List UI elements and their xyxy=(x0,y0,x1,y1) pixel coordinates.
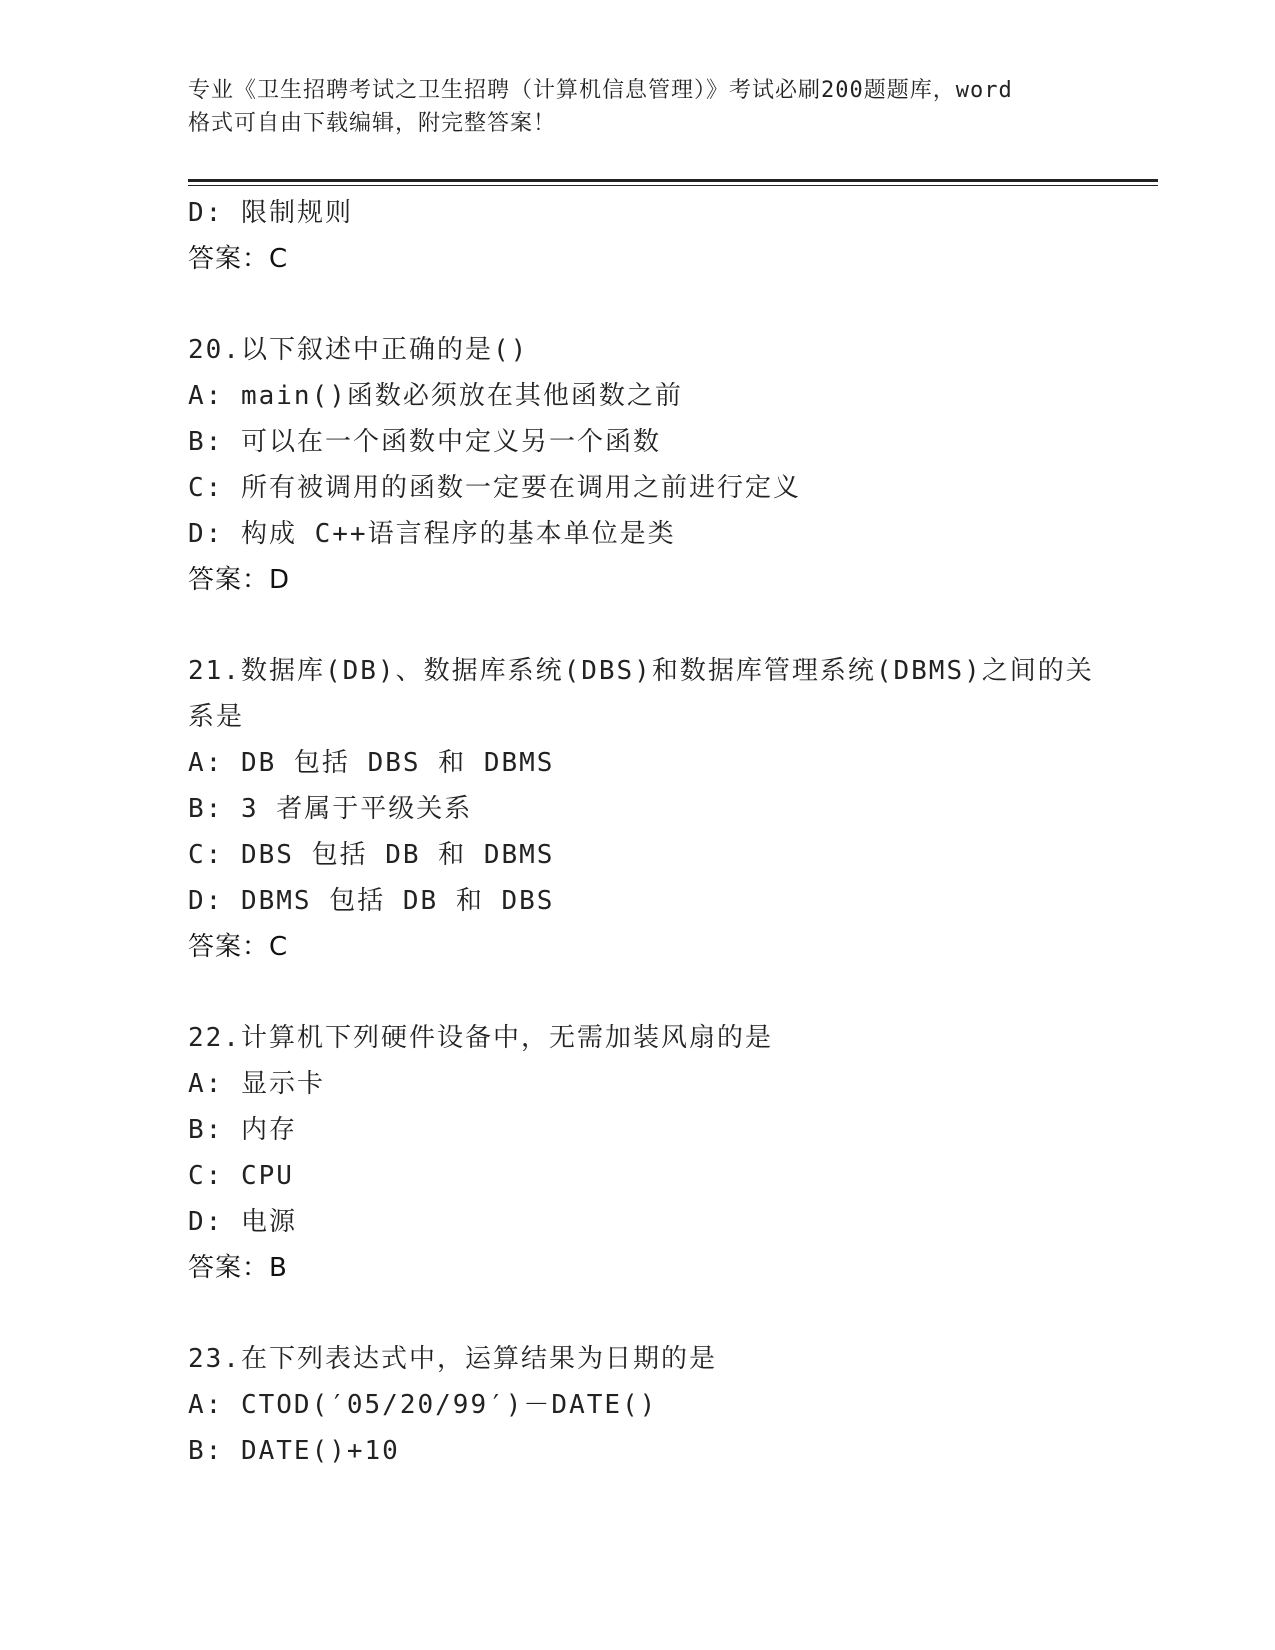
option-c: C: 所有被调用的函数一定要在调用之前进行定义 xyxy=(188,473,801,503)
header-divider-thin xyxy=(188,185,1158,186)
spacer xyxy=(188,282,1088,327)
answer-line: 答案：B xyxy=(188,1253,288,1283)
question-stem: 21.数据库(DB)、数据库系统(DBS)和数据库管理系统(DBMS)之间的关 xyxy=(188,656,1094,686)
question-stem: 23.在下列表达式中，运算结果为日期的是 xyxy=(188,1344,717,1374)
answer-line: 答案：C xyxy=(188,244,289,274)
option-a: A: DB 包括 DBS 和 DBMS xyxy=(188,748,555,778)
option-d: D: 构成 C++语言程序的基本单位是类 xyxy=(188,519,676,549)
question-19-tail xyxy=(188,190,1088,282)
option-b: B: 内存 xyxy=(188,1115,297,1145)
question-stem-continued: 系是 xyxy=(188,702,245,732)
document-body xyxy=(188,190,1094,1474)
option-a: A: main()函数必须放在其他函数之前 xyxy=(188,381,683,411)
question-21 xyxy=(188,648,1094,970)
spacer xyxy=(188,603,1088,648)
spacer xyxy=(188,970,1088,1015)
option-d: D: DBMS 包括 DB 和 DBS xyxy=(188,886,555,916)
option-b: B: 可以在一个函数中定义另一个函数 xyxy=(188,427,661,457)
option-a: A: CTOD(′05/20/99′)－DATE() xyxy=(188,1390,658,1420)
option-b: B: 3 者属于平级关系 xyxy=(188,794,473,824)
header-line-1: 专业《卫生招聘考试之卫生招聘（计算机信息管理）》考试必刷200题题库，word xyxy=(188,78,1013,103)
document-header xyxy=(188,74,1088,140)
question-23 xyxy=(188,1336,1088,1474)
header-line-2: 格式可自由下载编辑，附完整答案！ xyxy=(188,111,557,136)
answer-line: 答案：C xyxy=(188,932,289,962)
question-stem: 20.以下叙述中正确的是() xyxy=(188,335,529,365)
answer-line: 答案：D xyxy=(188,565,291,595)
question-22 xyxy=(188,1015,1088,1291)
option-d: D: 限制规则 xyxy=(188,198,353,228)
question-20 xyxy=(188,327,1088,603)
spacer xyxy=(188,1291,1088,1336)
option-a: A: 显示卡 xyxy=(188,1069,325,1099)
option-b: B: DATE()+10 xyxy=(188,1436,400,1466)
header-divider-thick xyxy=(188,179,1158,182)
option-c: C: DBS 包括 DB 和 DBMS xyxy=(188,840,555,870)
question-stem: 22.计算机下列硬件设备中，无需加装风扇的是 xyxy=(188,1023,773,1053)
option-d: D: 电源 xyxy=(188,1207,297,1237)
option-c: C: CPU xyxy=(188,1161,294,1191)
